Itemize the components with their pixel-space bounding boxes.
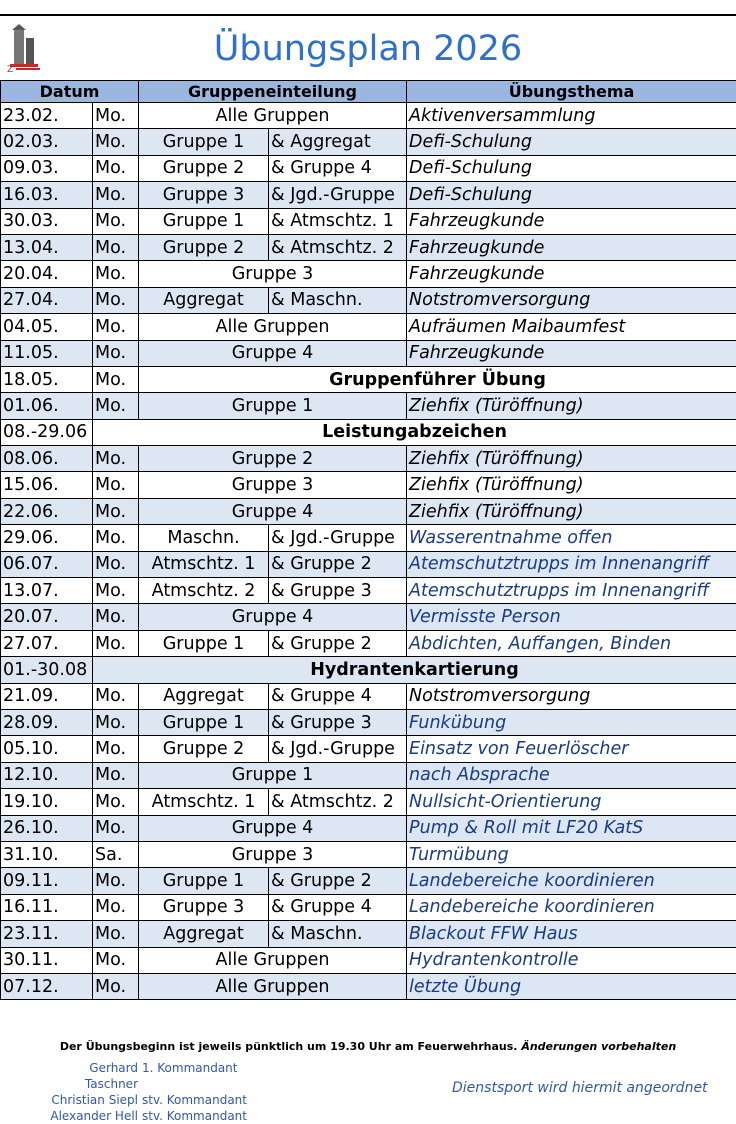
row-topic: Atemschutztrupps im Innenangriff (407, 551, 736, 577)
row-groups: Gruppe 1 (139, 762, 407, 788)
row-group-primary: Gruppe 2 (139, 155, 269, 181)
row-day: Mo. (93, 762, 139, 788)
row-day: Mo. (93, 921, 139, 947)
row-topic: Landebereiche koordinieren (407, 868, 736, 894)
row-day: Sa. (93, 841, 139, 867)
table-row (1, 789, 736, 815)
row-group-secondary: & Maschn. (269, 287, 407, 313)
row-date: 20.04. (1, 261, 93, 287)
row-topic: nach Absprache (407, 762, 736, 788)
row-date: 01.06. (1, 393, 93, 419)
row-date: 27.04. (1, 287, 93, 313)
table-row (1, 947, 736, 973)
row-date: 19.10. (1, 789, 93, 815)
training-schedule-table (0, 80, 736, 1000)
row-day: Mo. (93, 973, 139, 999)
table-row (1, 498, 736, 524)
row-group-secondary: & Gruppe 2 (269, 630, 407, 656)
table-row (1, 208, 736, 234)
row-groups: Alle Gruppen (139, 973, 407, 999)
row-group-secondary: & Maschn. (269, 921, 407, 947)
row-topic: Aufräumen Maibaumfest (407, 314, 736, 340)
row-group-primary: Gruppe 1 (139, 709, 269, 735)
row-date: 04.05. (1, 314, 93, 340)
table-row (1, 973, 736, 999)
table-row (1, 604, 736, 630)
row-group-primary: Gruppe 2 (139, 736, 269, 762)
signer-role: stv. Kommandant (142, 1108, 247, 1124)
row-topic: Ziehfix (Türöffnung) (407, 498, 736, 524)
row-day: Mo. (93, 525, 139, 551)
table-row (1, 103, 736, 129)
row-groups: Gruppe 2 (139, 446, 407, 472)
row-groups: Gruppe 1 (139, 393, 407, 419)
row-date: 16.03. (1, 182, 93, 208)
row-group-primary: Atmschtz. 2 (139, 578, 269, 604)
row-topic: Defi-Schulung (407, 155, 736, 181)
table-row (1, 419, 736, 445)
row-topic: Defi-Schulung (407, 129, 736, 155)
row-date: 13.07. (1, 578, 93, 604)
row-day: Mo. (93, 155, 139, 181)
row-topic: Ziehfix (Türöffnung) (407, 393, 736, 419)
order-note: Dienstsport wird hiermit angeordnet (452, 1080, 708, 1096)
row-day: Mo. (93, 340, 139, 366)
row-day: Mo. (93, 129, 139, 155)
row-date: 11.05. (1, 340, 93, 366)
signer-role: stv. Kommandant (142, 1092, 247, 1108)
row-day: Mo. (93, 366, 139, 392)
table-row (1, 657, 736, 683)
row-groups: Gruppe 4 (139, 815, 407, 841)
table-row (1, 709, 736, 735)
row-day: Mo. (93, 393, 139, 419)
row-date: 01.-30.08 (1, 657, 93, 683)
row-group-primary: Gruppe 3 (139, 894, 269, 920)
row-day: Mo. (93, 472, 139, 498)
row-date: 13.04. (1, 234, 93, 260)
header-topic: Übungsthema (407, 81, 736, 103)
row-day: Mo. (93, 234, 139, 260)
row-group-secondary: & Gruppe 3 (269, 709, 407, 735)
row-day: Mo. (93, 498, 139, 524)
table-row (1, 234, 736, 260)
row-date: 05.10. (1, 736, 93, 762)
row-group-secondary: & Gruppe 4 (269, 683, 407, 709)
row-topic: Atemschutztrupps im Innenangriff (407, 578, 736, 604)
row-day: Mo. (93, 446, 139, 472)
row-topic: Aktivenversammlung (407, 103, 736, 129)
row-topic: Nullsicht-Orientierung (407, 789, 736, 815)
row-date: 30.03. (1, 208, 93, 234)
row-date: 22.06. (1, 498, 93, 524)
footnote-italic: Änderungen vorbehalten (521, 1040, 676, 1053)
row-date: 31.10. (1, 841, 93, 867)
signer-row (40, 1108, 247, 1124)
row-group-primary: Aggregat (139, 287, 269, 313)
row-group-secondary: & Jgd.-Gruppe (269, 525, 407, 551)
row-group-secondary: & Gruppe 4 (269, 155, 407, 181)
table-row (1, 446, 736, 472)
row-date: 12.10. (1, 762, 93, 788)
row-group-secondary: & Jgd.-Gruppe (269, 182, 407, 208)
row-topic: Hydrantenkontrolle (407, 947, 736, 973)
table-row (1, 578, 736, 604)
row-group-secondary: & Jgd.-Gruppe (269, 736, 407, 762)
table-header-row (1, 81, 736, 103)
signer-name: Alexander Hell (40, 1108, 142, 1124)
row-topic: Wasserentnahme offen (407, 525, 736, 551)
row-event: Hydrantenkartierung (93, 657, 736, 683)
row-groups: Gruppe 3 (139, 841, 407, 867)
row-topic: Notstromversorgung (407, 683, 736, 709)
row-date: 18.05. (1, 366, 93, 392)
row-topic: Ziehfix (Türöffnung) (407, 472, 736, 498)
signer-role: 1. Kommandant (142, 1060, 238, 1092)
footnote (0, 1040, 736, 1053)
row-group-secondary: & Aggregat (269, 129, 407, 155)
row-day: Mo. (93, 894, 139, 920)
row-groups: Gruppe 4 (139, 604, 407, 630)
signer-row (40, 1092, 247, 1108)
row-date: 30.11. (1, 947, 93, 973)
row-group-secondary: & Gruppe 3 (269, 578, 407, 604)
row-groups: Gruppe 4 (139, 498, 407, 524)
row-day: Mo. (93, 709, 139, 735)
row-day: Mo. (93, 261, 139, 287)
row-day: Mo. (93, 947, 139, 973)
row-topic: Pump & Roll mit LF20 KatS (407, 815, 736, 841)
row-day: Mo. (93, 287, 139, 313)
row-day: Mo. (93, 683, 139, 709)
row-date: 09.11. (1, 868, 93, 894)
row-date: 21.09. (1, 683, 93, 709)
row-day: Mo. (93, 182, 139, 208)
table-row (1, 894, 736, 920)
row-group-primary: Maschn. (139, 525, 269, 551)
table-row (1, 472, 736, 498)
table-row (1, 815, 736, 841)
table-row (1, 525, 736, 551)
top-rule (0, 14, 736, 16)
row-groups: Alle Gruppen (139, 314, 407, 340)
row-groups: Alle Gruppen (139, 103, 407, 129)
table-row (1, 314, 736, 340)
row-topic: Fahrzeugkunde (407, 234, 736, 260)
row-date: 07.12. (1, 973, 93, 999)
table-row (1, 182, 736, 208)
row-topic: Fahrzeugkunde (407, 340, 736, 366)
row-groups: Gruppe 3 (139, 472, 407, 498)
table-row (1, 921, 736, 947)
table-row (1, 393, 736, 419)
row-date: 15.06. (1, 472, 93, 498)
row-date: 27.07. (1, 630, 93, 656)
row-group-primary: Atmschtz. 1 (139, 789, 269, 815)
row-topic: letzte Übung (407, 973, 736, 999)
row-topic: Vermisste Person (407, 604, 736, 630)
signers-block (40, 1060, 247, 1124)
row-day: Mo. (93, 789, 139, 815)
row-groups: Gruppe 4 (139, 340, 407, 366)
signer-name: Gerhard Taschner (40, 1060, 142, 1092)
table-row (1, 683, 736, 709)
row-day: Mo. (93, 578, 139, 604)
row-group-primary: Gruppe 1 (139, 208, 269, 234)
row-date: 02.03. (1, 129, 93, 155)
row-topic: Abdichten, Auffangen, Binden (407, 630, 736, 656)
row-groups: Gruppe 3 (139, 261, 407, 287)
row-group-secondary: & Gruppe 4 (269, 894, 407, 920)
table-row (1, 551, 736, 577)
row-group-secondary: & Atmschtz. 2 (269, 789, 407, 815)
row-topic: Funkübung (407, 709, 736, 735)
signer-row (40, 1060, 247, 1092)
row-topic: Ziehfix (Türöffnung) (407, 446, 736, 472)
row-topic: Landebereiche koordinieren (407, 894, 736, 920)
row-date: 28.09. (1, 709, 93, 735)
row-group-primary: Aggregat (139, 921, 269, 947)
row-day: Mo. (93, 630, 139, 656)
page-title: Übungsplan 2026 (0, 24, 736, 74)
row-group-primary: Gruppe 2 (139, 234, 269, 260)
row-event: Gruppenführer Übung (139, 366, 736, 392)
row-group-secondary: & Atmschtz. 1 (269, 208, 407, 234)
row-topic: Fahrzeugkunde (407, 261, 736, 287)
table-row (1, 366, 736, 392)
table-row (1, 762, 736, 788)
row-day: Mo. (93, 208, 139, 234)
row-event: Leistungabzeichen (93, 419, 736, 445)
row-group-primary: Gruppe 1 (139, 630, 269, 656)
row-topic: Blackout FFW Haus (407, 921, 736, 947)
row-date: 29.06. (1, 525, 93, 551)
table-row (1, 340, 736, 366)
row-group-secondary: & Atmschtz. 2 (269, 234, 407, 260)
row-group-secondary: & Gruppe 2 (269, 551, 407, 577)
row-date: 09.03. (1, 155, 93, 181)
row-day: Mo. (93, 314, 139, 340)
row-day: Mo. (93, 736, 139, 762)
table-row (1, 287, 736, 313)
header-groups: Gruppeneinteilung (139, 81, 407, 103)
row-group-primary: Gruppe 1 (139, 868, 269, 894)
svg-text:Z: Z (7, 65, 13, 74)
row-date: 08.06. (1, 446, 93, 472)
row-group-secondary: & Gruppe 2 (269, 868, 407, 894)
row-groups: Alle Gruppen (139, 947, 407, 973)
row-date: 20.07. (1, 604, 93, 630)
row-day: Mo. (93, 868, 139, 894)
table-row (1, 155, 736, 181)
footnote-main: Der Übungsbeginn ist jeweils pünktlich um 19.30 Uhr am Feuerwehrhaus. (60, 1040, 518, 1053)
table-row (1, 261, 736, 287)
table-row (1, 129, 736, 155)
row-group-primary: Gruppe 1 (139, 129, 269, 155)
row-day: Mo. (93, 604, 139, 630)
row-date: 06.07. (1, 551, 93, 577)
table-row (1, 630, 736, 656)
table-row (1, 736, 736, 762)
table-row (1, 868, 736, 894)
row-topic: Turmübung (407, 841, 736, 867)
header-date: Datum (1, 81, 139, 103)
row-topic: Fahrzeugkunde (407, 208, 736, 234)
row-group-primary: Atmschtz. 1 (139, 551, 269, 577)
row-day: Mo. (93, 551, 139, 577)
row-topic: Einsatz von Feuerlöscher (407, 736, 736, 762)
row-topic: Defi-Schulung (407, 182, 736, 208)
row-group-primary: Aggregat (139, 683, 269, 709)
row-date: 26.10. (1, 815, 93, 841)
table-row (1, 841, 736, 867)
schedule-body (1, 103, 736, 1000)
row-date: 23.11. (1, 921, 93, 947)
row-topic: Notstromversorgung (407, 287, 736, 313)
signer-name: Christian Siepl (40, 1092, 142, 1108)
row-date: 23.02. (1, 103, 93, 129)
row-group-primary: Gruppe 3 (139, 182, 269, 208)
row-day: Mo. (93, 815, 139, 841)
row-date: 08.-29.06 (1, 419, 93, 445)
row-day: Mo. (93, 103, 139, 129)
row-date: 16.11. (1, 894, 93, 920)
